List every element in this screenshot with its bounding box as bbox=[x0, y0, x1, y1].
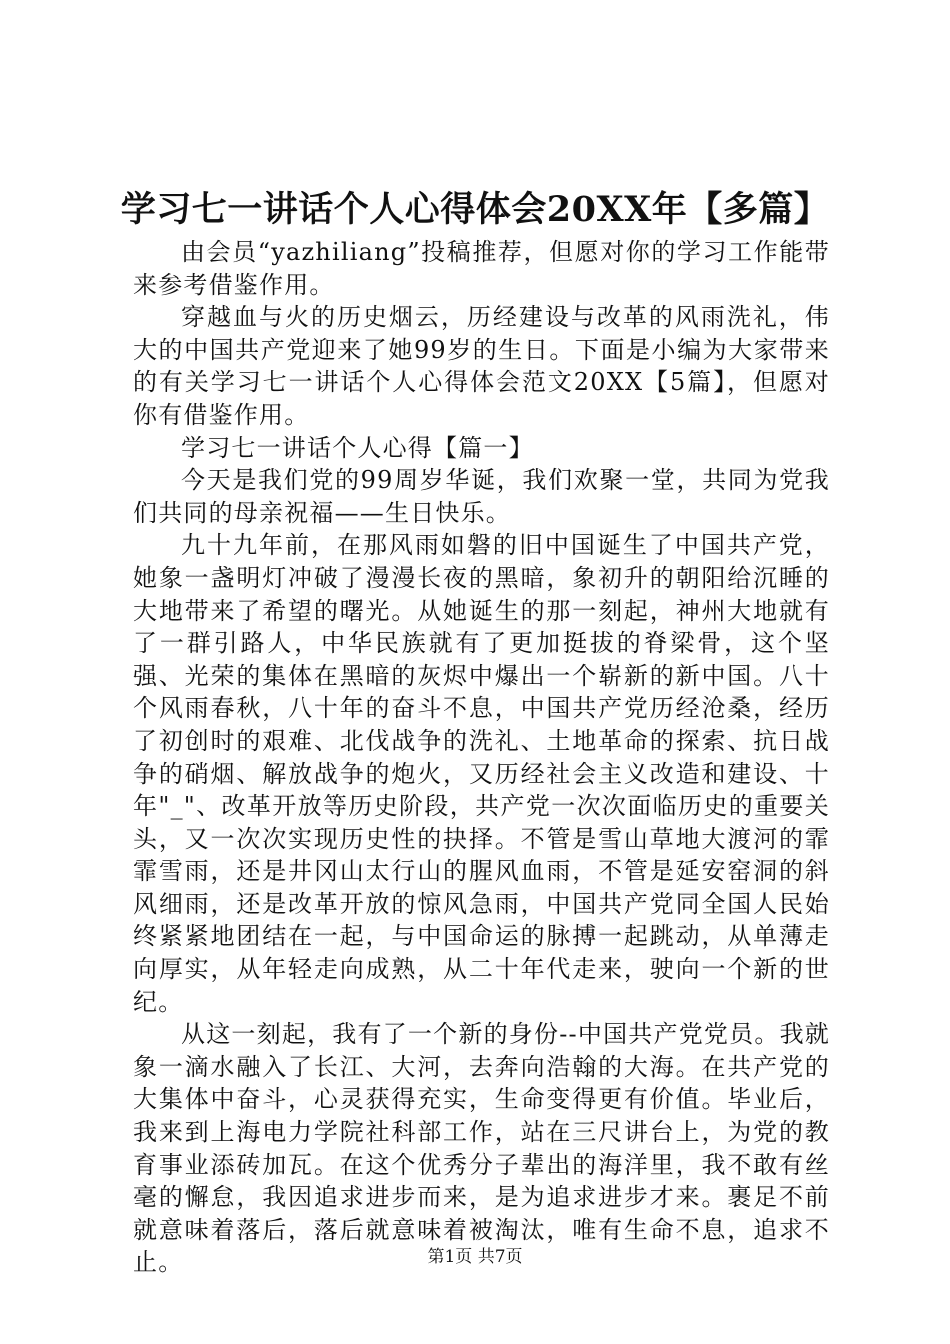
paragraph-summary: 穿越血与火的历史烟云，历经建设与改革的风雨洗礼，伟大的中国共产党迎来了她99岁的生日。下面是小编为大家带来的有关学习七一讲话个人心得体会范文20XX【5篇】，但愿对你有借鉴作用。 bbox=[133, 303, 830, 429]
paragraph-greeting: 今天是我们党的99周岁华诞，我们欢聚一堂，共同为党我们共同的母亲祝福——生日快乐。 bbox=[133, 466, 830, 527]
section-heading: 学习七一讲话个人心得【篇一】 bbox=[181, 433, 534, 462]
paragraph-identity: 从这一刻起，我有了一个新的身份--中国共产党党员。我就象一滴水融入了长江、大河，去奔向浩翰的大海。在共产党的大集体中奋斗，心灵获得充实，生命变得更有价值。毕业后，我来到上海电力学院社科部工作，站在三尺讲台上，为党的教育事业添砖加瓦。在这个优秀分子辈出的海洋里，我不敢有丝毫的懈怠，我因追求进步而来，是为追求进步才来。裹足不前就意味着落后，落后就意味着被淘汰，唯有生命不息，追求不止。 bbox=[133, 1020, 830, 1277]
document-body bbox=[133, 236, 830, 1279]
paragraph-intro: 由会员“yazhiliang”投稿推荐，但愿对你的学习工作能带来参考借鉴作用。 bbox=[133, 238, 830, 299]
paragraph-history: 九十九年前，在那风雨如磐的旧中国诞生了中国共产党，她象一盏明灯冲破了漫漫长夜的黑暗，象初升的朝阳给沉睡的大地带来了希望的曙光。从她诞生的那一刻起，神州大地就有了一群引路人，中华民族就有了更加挺拔的脊梁骨，这个坚强、光荣的集体在黑暗的灰烬中爆出一个崭新的新中国。八十个风雨春秋，八十年的奋斗不息，中国共产党历经沧桑，经历了初创时的艰难、北伐战争的洗礼、土地革命的探索、抗日战争的硝烟、解放战争的炮火，又历经社会主义改造和建设、十年"_"、改革开放等历史阶段，共产党一次次面临历史的重要关头，又一次次实现历史性的抉择。不管是雪山草地大渡河的霏霏雪雨，还是井冈山太行山的腥风血雨，不管是延安窑洞的斜风细雨，还是改革开放的惊风急雨，中国共产党同全国人民始终紧紧地团结在一起，与中国命运的脉搏一起跳动，从单薄走向厚实，从年轻走向成熟，从二十年代走来，驶向一个新的世纪。 bbox=[133, 531, 830, 1016]
document-title: 学习七一讲话个人心得体会20XX年【多篇】 bbox=[120, 189, 830, 230]
page-number-footer: 第1页 共7页 bbox=[427, 1247, 523, 1267]
